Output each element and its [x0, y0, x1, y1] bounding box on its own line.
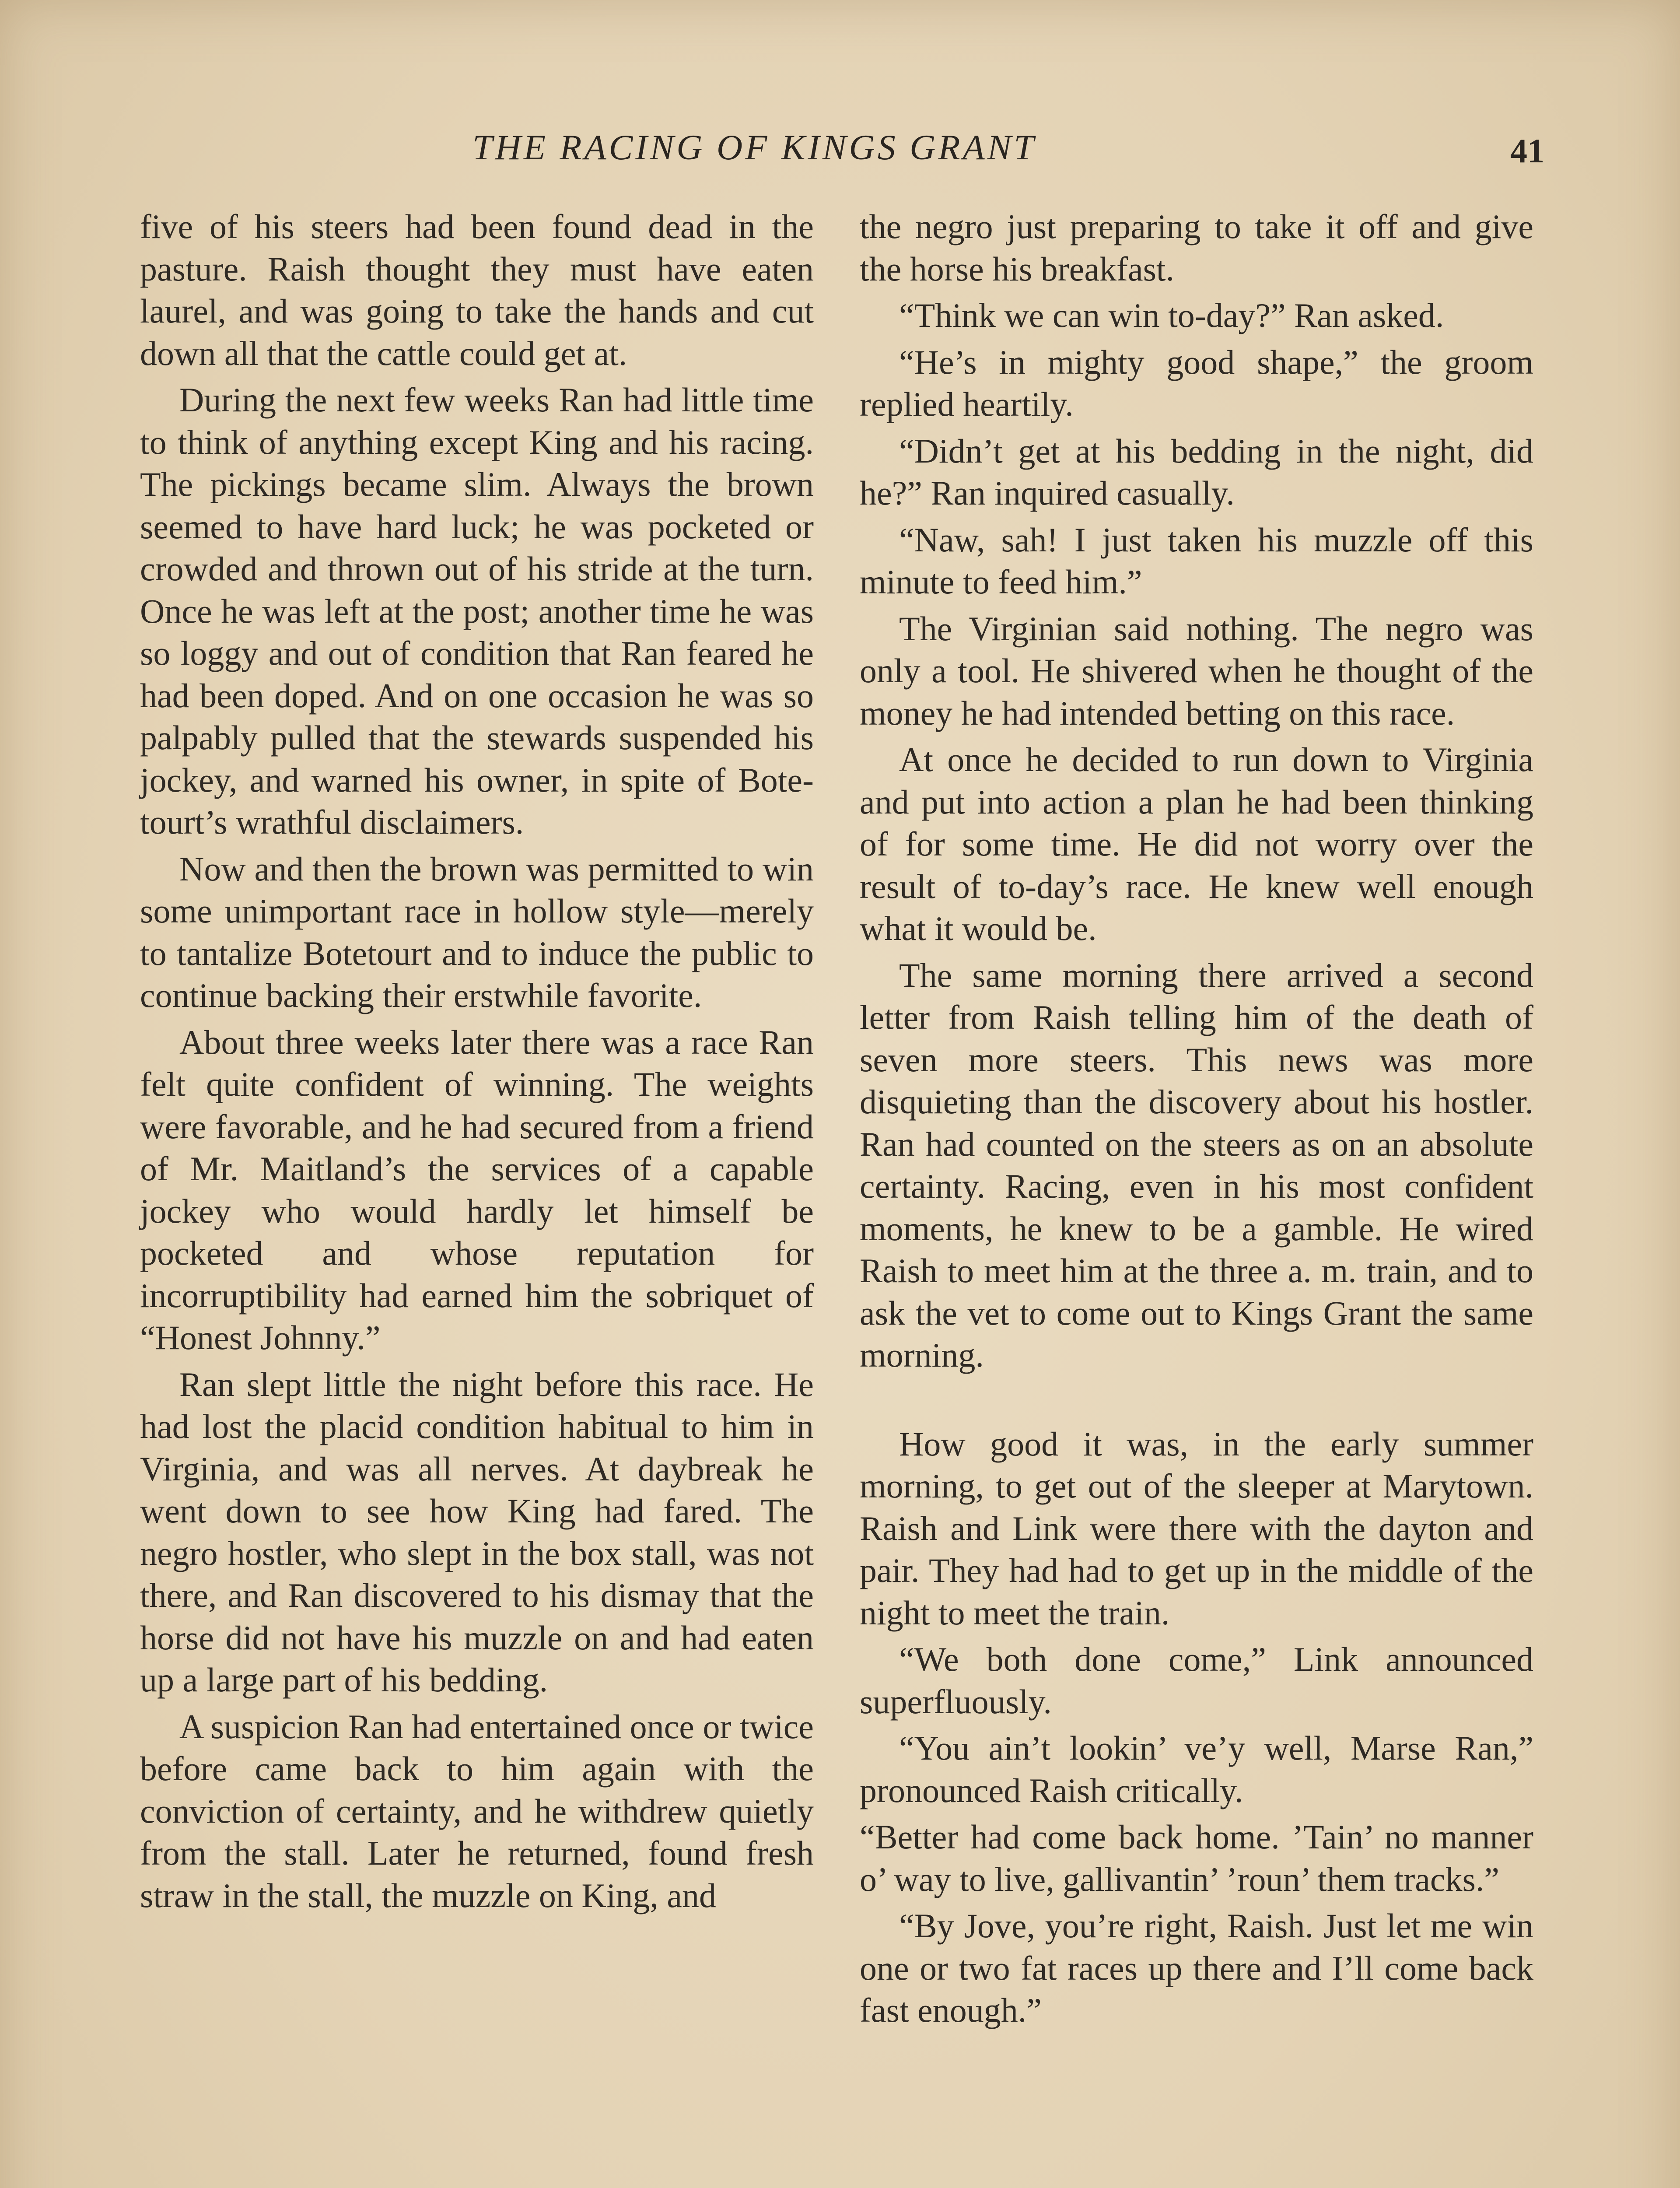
- left-column: [140, 206, 814, 1921]
- paragraph: “We both done come,” Link announced superfluously.: [860, 1640, 1533, 1721]
- paragraph: the negro just preparing to take it off and give the horse his breakfast.: [860, 207, 1533, 288]
- page-number: 41: [1510, 132, 1544, 170]
- right-column: [860, 206, 1533, 2036]
- running-head-title: THE RACING OF KINGS GRANT: [472, 127, 1036, 167]
- paragraph: Ran slept little the night before this race. He had lost the placid condition habitual to him in Virginia, and was all nerves. At daybreak he went down to see how King had fared. The negro hostler, who slept in the box stall, was not there, and Ran discovered to his dismay that the horse did not have his muzzle on and had eaten up a large part of his bedding.: [140, 1365, 814, 1699]
- paragraph: Now and then the brown was permitted to win some unimportant race in hollow style—merely to tantalize Botetourt and to induce the public to continue backing their erstwhile favorite.: [140, 849, 814, 1014]
- paragraph: How good it was, in the early summer morning, to get out of the sleeper at Marytown. Raish and Link were there with the dayton and pair. They had had to get up in the middle of the night to meet the train.: [860, 1424, 1533, 1632]
- paragraph: A suspicion Ran had entertained once or twice before came back to him again with the conviction of certainty, and he withdrew quietly from the stall. Later he returned, found fresh straw in the stall, the muzzle on King, and: [140, 1707, 814, 1914]
- paragraph: The Virginian said nothing. The negro was only a tool. He shivered when he thought of the money he had intended betting on this race.: [860, 609, 1533, 732]
- paragraph: At once he decided to run down to Virginia and put into action a plan he had been thinking of for some time. He did not worry over the result of to-day’s race. He knew well enough what it would be.: [860, 740, 1533, 947]
- paragraph: “Didn’t get at his bedding in the night, did he?” Ran inquired casually.: [860, 431, 1533, 512]
- section-break: [860, 1381, 1533, 1423]
- paragraph: “Naw, sah! I just taken his muzzle off this minute to feed him.”: [860, 520, 1533, 601]
- paragraph: During the next few weeks Ran had little time to think of anything except King and his racing. The pickings became slim. Always the brown seemed to have hard luck; he was pocketed or crowded and thrown out of his stride at the turn. Once he was left at the post; another time he was so loggy and out of condition that Ran feared he had been doped. And on one occasion he was so palpably pulled that the stewards suspended his jockey, and warned his owner, in spite of Botetourt’s wrathful disclaimers.: [140, 381, 814, 841]
- paragraph: “You ain’t lookin’ ve’y well, Marse Ran,” pronounced Raish critically.: [860, 1729, 1533, 1809]
- paragraph: five of his steers had been found dead in the pasture. Raish thought they must have eaten laurel, and was going to take the hands and cut down all that the cattle could get at.: [140, 207, 814, 372]
- paragraph: “Think we can win to-day?” Ran asked.: [899, 296, 1444, 334]
- paragraph: “Better had come back home. ’Tain’ no manner o’ way to live, gallivantin’ ’roun’ them tracks.”: [860, 1818, 1533, 1898]
- paragraph: The same morning there arrived a second letter from Raish telling him of the death of seven more steers. This news was more disquieting than the discovery about his hostler. Ran had counted on the steers as on an absolute certainty. Racing, even in his most confident moments, he knew to be a gamble. He wired Raish to meet him at the three a. m. train, and to ask the vet to come out to Kings Grant the same morning.: [860, 956, 1533, 1374]
- paragraph: About three weeks later there was a race Ran felt quite confident of winning. The weights were favorable, and he had secured from a friend of Mr. Maitland’s the services of a capable jockey who would hardly let himself be pocketed and whose reputation for incorruptibility had earned him the sobriquet of “Honest Johnny.”: [140, 1023, 814, 1357]
- paragraph: “By Jove, you’re right, Raish. Just let me win one or two fat races up there and I’ll come back fast enough.”: [860, 1907, 1533, 2029]
- paragraph: “He’s in mighty good shape,” the groom replied heartily.: [860, 343, 1533, 423]
